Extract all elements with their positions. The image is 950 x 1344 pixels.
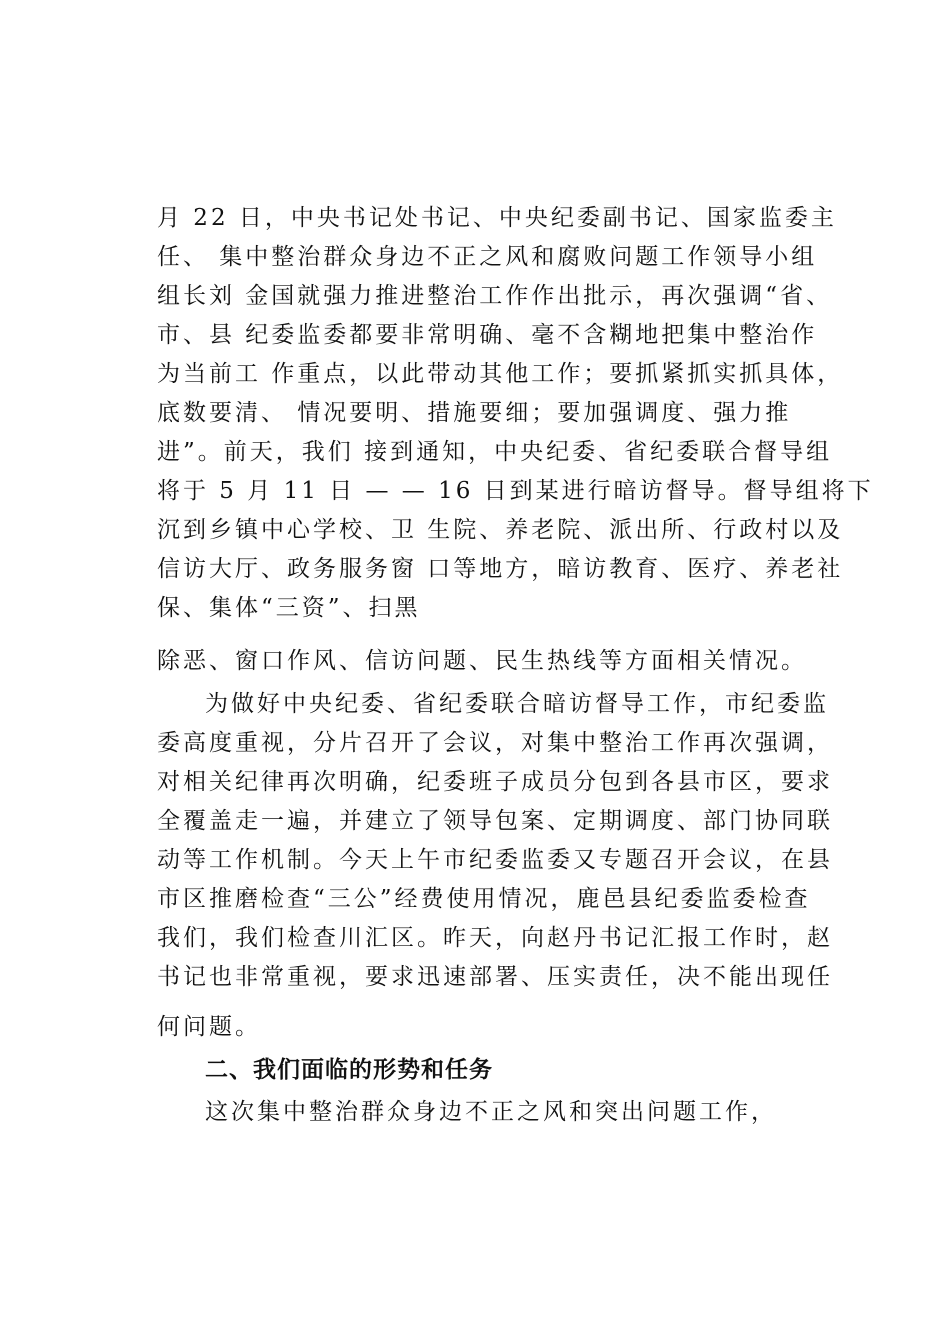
paragraph-line: 委高度重视，分片召开了会议，对集中整治工作再次强调， bbox=[157, 730, 833, 756]
paragraph-line: 保、集体“三资”、扫黑 bbox=[157, 595, 421, 621]
paragraph-line: 信访大厅、政务服务窗 口等地方，暗访教育、医疗、养老社 bbox=[157, 556, 844, 582]
paragraph-line: 为当前工 作重点，以此带动其他工作；要抓紧抓实抓具体， bbox=[157, 361, 844, 387]
paragraph-line: 任、 集中整治群众身边不正之风和腐败问题工作领导小组 bbox=[157, 244, 818, 270]
paragraph-line: 对相关纪律再次明确，纪委班子成员分包到各县市区，要求 bbox=[157, 769, 833, 795]
paragraph-line: 市区推磨检查“三公”经费使用情况，鹿邑县纪委监委检查 bbox=[157, 886, 811, 912]
paragraph-line: 全覆盖走一遍，并建立了领导包案、定期调度、部门协同联 bbox=[157, 808, 833, 834]
paragraph-line: 这次集中整治群众身边不正之风和突出问题工作， bbox=[205, 1099, 777, 1125]
paragraph-line: 为做好中央纪委、省纪委联合暗访督导工作，市纪委监 bbox=[205, 691, 829, 717]
paragraph-line: 何问题。 bbox=[157, 1014, 261, 1040]
section-heading: 二、我们面临的形势和任务 bbox=[205, 1057, 493, 1083]
paragraph-line: 进”。前天，我们 接到通知，中央纪委、省纪委联合督导组 bbox=[157, 439, 833, 465]
paragraph-line: 沉到乡镇中心学校、卫 生院、养老院、派出所、行政村以及 bbox=[157, 517, 844, 543]
paragraph-line: 书记也非常重视，要求迅速部署、压实责任，决不能出现任 bbox=[157, 964, 833, 990]
paragraph-line: 除恶、窗口作风、信访问题、民生热线等方面相关情况。 bbox=[157, 648, 807, 674]
paragraph-line: 动等工作机制。今天上午市纪委监委又专题召开会议，在县 bbox=[157, 847, 833, 873]
paragraph-line: 将于 5 月 11 日 — — 16 日到某进行暗访督导。督导组将下 bbox=[157, 478, 874, 504]
paragraph-line: 组长刘 金国就强力推进整治工作作出批示，再次强调“省、 bbox=[157, 283, 833, 309]
paragraph-line: 我们，我们检查川汇区。昨天，向赵丹书记汇报工作时，赵 bbox=[157, 925, 833, 951]
paragraph-line: 底数要清、 情况要明、措施要细；要加强调度、强力推 bbox=[157, 400, 792, 426]
paragraph-line: 市、县 纪委监委都要非常明确、毫不含糊地把集中整治作 bbox=[157, 322, 818, 348]
paragraph-line: 月 22 日，中央书记处书记、中央纪委副书记、国家监委主 bbox=[157, 205, 837, 231]
